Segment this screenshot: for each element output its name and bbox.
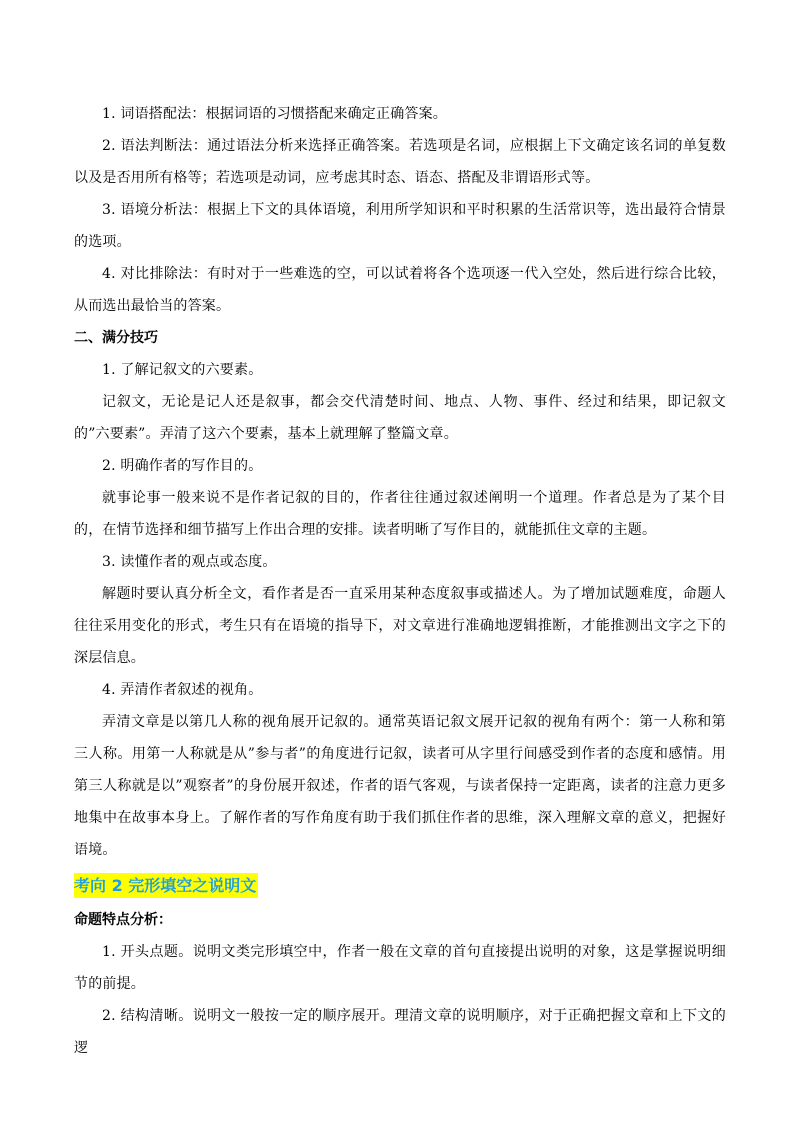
feature-1: 1. 开头点题。说明文类完形填空中，作者一般在文章的首句直接提出说明的对象，这是掌握说明细节的前提。 (74, 944, 726, 992)
section-title-highlight: 考向 2 完形填空之说明文 (74, 873, 258, 898)
tip-4-body: 弄清文章是以第几人称的视角展开记叙的。通常英语记叙文展开记叙的视角有两个：第一人称和第三人称。用第一人称就是从”参与者”的角度进行记叙，读者可从字里行间感受到作者的态度和感情。用第三人称就是以”观察者”的身份展开叙述，作者的语气客观，与读者保持一定距离，读者的注意力更多地集中在故事本身上。了解作者的写作角度有助于我们抓住作者的思维，深入理解文章的意义，把握好语境。 (74, 714, 726, 858)
feature-2: 2. 结构清晰。说明文一般按一定的顺序展开。理清文章的说明顺序，对于正确把握文章和上下文的逻 (74, 1008, 726, 1056)
tip-2-body: 就事论事一般来说不是作者记叙的目的，作者往往通过叙述阐明一个道理。作者总是为了某个目的，在情节选择和细节描写上作出合理的安排。读者明晰了写作目的，就能抓住文章的主题。 (74, 490, 726, 538)
tip-3-body: 解题时要认真分析全文，看作者是否一直采用某种态度叙事或描述人。为了增加试题难度，命题人往往采用变化的形式，考生只有在语境的指导下，对文章进行准确地逻辑推断，才能推测出文字之下的深层信息。 (74, 586, 726, 666)
section-heading-tips: 二、满分技巧 (74, 330, 158, 346)
section-heading-features: 命题特点分析： (74, 912, 172, 928)
tip-4-title: 4. 弄清作者叙述的视角。 (102, 682, 263, 698)
tip-2-title: 2. 明确作者的写作目的。 (102, 458, 263, 474)
document-body (74, 98, 726, 1064)
tip-1-body: 记叙文，无论是记人还是叙事，都会交代清楚时间、地点、人物、事件、经过和结果，即记叙文的”六要素”。弄清了这六个要素，基本上就理解了整篇文章。 (74, 394, 726, 442)
tip-3-title: 3. 读懂作者的观点或态度。 (102, 554, 277, 570)
method-context: 3. 语境分析法：根据上下文的具体语境，利用所学知识和平时积累的生活常识等，选出最符合情景的选项。 (74, 202, 726, 250)
method-elimination: 4. 对比排除法：有时对于一些难选的空，可以试着将各个选项逐一代入空处，然后进行综合比较，从而选出最恰当的答案。 (74, 266, 726, 314)
method-collocation: 1. 词语搭配法：根据词语的习惯搭配来确定正确答案。 (102, 106, 448, 122)
section-title-expository (74, 870, 726, 902)
tip-1-title: 1. 了解记叙文的六要素。 (102, 362, 263, 378)
method-grammar: 2. 语法判断法：通过语法分析来选择正确答案。若选项是名词，应根据上下文确定该名词的单复数以及是否用所有格等；若选项是动词，应考虑其时态、语态、搭配及非谓语形式等。 (74, 138, 726, 186)
